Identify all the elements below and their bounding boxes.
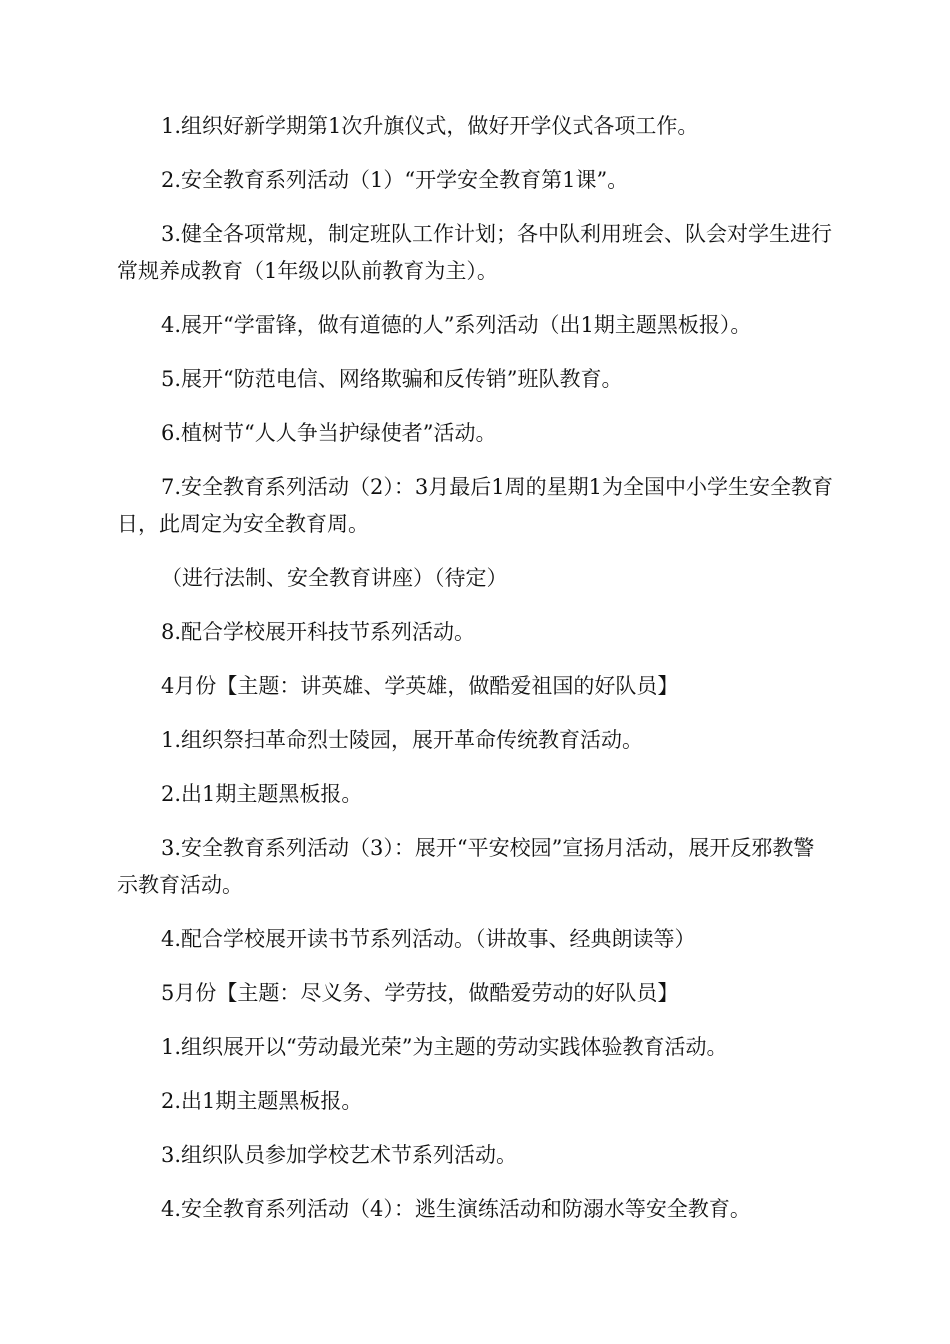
paragraph: （进行法制、安全教育讲座）（待定） [161, 566, 508, 590]
paragraph: 2.出1期主题黑板报。 [161, 1089, 363, 1113]
paragraph: 2.出1期主题黑板报。 [161, 782, 363, 806]
paragraph: 4.安全教育系列活动（4）：逃生演练活动和防溺水等安全教育。 [161, 1197, 751, 1221]
section-heading: 5月份【主题：尽义务、学劳技，做酷爱劳动的好队员】 [161, 981, 679, 1005]
paragraph: 7.安全教育系列活动（2）：3月最后1周的星期1为全国中小学生安全教育日，此周定为安全教育周。 [117, 475, 833, 536]
paragraph: 6.植树节“人人争当护绿使者”活动。 [161, 421, 497, 445]
paragraph: 8.配合学校展开科技节系列活动。 [161, 620, 476, 644]
paragraph: 1.组织展开以“劳动最光荣”为主题的劳动实践体验教育活动。 [161, 1035, 728, 1059]
document-page [117, 108, 833, 1245]
paragraph: 3.组织队员参加学校艺术节系列活动。 [161, 1143, 518, 1167]
paragraph: 1.组织祭扫革命烈士陵园，展开革命传统教育活动。 [161, 728, 644, 752]
paragraph: 1.组织好新学期第1次升旗仪式，做好开学仪式各项工作。 [161, 114, 699, 138]
section-heading: 4月份【主题：讲英雄、学英雄，做酷爱祖国的好队员】 [161, 674, 679, 698]
paragraph: 3.健全各项常规，制定班队工作计划；各中队利用班会、队会对学生进行常规养成教育（1年级以队前教育为主）。 [117, 222, 833, 283]
paragraph: 3.安全教育系列活动（3）：展开“平安校园”宣扬月活动，展开反邪教警示教育活动。 [117, 836, 815, 897]
paragraph: 2.安全教育系列活动（1）“开学安全教育第1课”。 [161, 168, 629, 192]
paragraph: 5.展开“防范电信、网络欺骗和反传销”班队教育。 [161, 367, 623, 391]
paragraph: 4.配合学校展开读书节系列活动。（讲故事、经典朗读等） [161, 927, 696, 951]
paragraph: 4.展开“学雷锋，做有道德的人”系列活动（出1期主题黑板报）。 [161, 313, 752, 337]
